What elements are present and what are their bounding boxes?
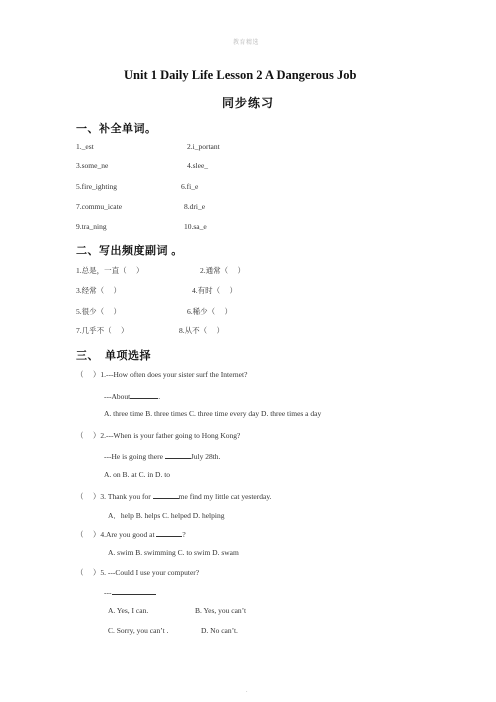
adverb-item: 8.从不（ ） (179, 326, 224, 335)
word-item: 2.i_portant (187, 142, 220, 151)
answer-blank (130, 390, 161, 401)
stem-suffix: ? (182, 530, 186, 539)
question-3-stem (76, 490, 271, 502)
adverb-item: 6.稀少（ ） (187, 307, 232, 316)
question-1-stem: （ ）1.---How often does your sister surf the Internet? (76, 370, 248, 379)
question-4-options: A. swim B. swimming C. to swim D. swam (108, 548, 239, 557)
footer-dot: . (246, 688, 248, 694)
question-5-option-d: D. No can’t. (201, 626, 238, 635)
question-1-answer (104, 390, 160, 401)
question-5-answer (104, 586, 156, 597)
adverb-item: 4.有时（ ） (192, 286, 237, 295)
answer-suffix: . (158, 392, 161, 401)
question-2-stem: （ ）2.---When is your father going to Hong Kong? (76, 431, 241, 440)
answer-blank (112, 586, 156, 595)
stem-prefix: （ ）4.Are you good at (76, 530, 157, 539)
adverb-item: 5.很少（ ） (76, 307, 121, 316)
question-5-option-b: B. Yes, you can’t (195, 606, 247, 615)
question-3-options: A．help B. helps C. helped D. helping (108, 511, 225, 520)
question-5-stem: （ ）5. ---Could I use your computer? (76, 568, 200, 577)
document-subtitle: 同步练习 (222, 96, 275, 110)
question-2-options: A. on B. at C. in D. to (104, 470, 171, 479)
word-item: 8.dri_e (184, 202, 206, 211)
word-item: 6.fi_e (181, 182, 199, 191)
answer-blank (165, 450, 191, 459)
question-2-answer (104, 450, 220, 461)
adverb-item: 3.经常（ ） (76, 286, 121, 295)
stem-blank (153, 490, 179, 499)
word-item: 7.commu_icate (76, 202, 123, 211)
question-4-stem (76, 528, 186, 540)
stem-blank (156, 528, 182, 537)
word-item: 4.slee_ (187, 161, 209, 170)
word-item: 3.some_ne (76, 161, 109, 170)
section-3-heading: 三、 单项选择 (76, 350, 151, 362)
answer-prefix: --- (104, 588, 112, 597)
adverb-item: 7.几乎不（ ） (76, 326, 129, 335)
answer-suffix: July 28th. (190, 452, 221, 461)
question-5-option-c: C. Sorry, you can’t . (108, 626, 169, 635)
stem-prefix: （ ）3. Thank you for (76, 492, 153, 501)
answer-prefix: ---He is going there (104, 452, 165, 461)
question-5-option-a: A. Yes, I can. (108, 606, 149, 615)
adverb-item: 1.总是，一直（ ） (76, 266, 144, 275)
document-title: Unit 1 Daily Life Lesson 2 A Dangerous Job (124, 68, 357, 82)
section-1-heading: 一、补全单词。 (76, 123, 157, 135)
stem-suffix: me find my little cat yesterday. (178, 492, 272, 501)
answer-prefix: ---About (104, 392, 131, 401)
question-1-options: A. three time B. three times C. three time every day D. three times a day (104, 409, 322, 418)
word-item: 9.tra_ning (76, 222, 107, 231)
word-item: 5.fire_ighting (76, 182, 118, 191)
word-item: 10.sa_e (184, 222, 207, 231)
word-item: 1._est (76, 142, 94, 151)
section-2-heading: 二、写出频度副词 。 (76, 245, 183, 257)
watermark-text: 教育精选 (233, 40, 260, 46)
adverb-item: 2.通常（ ） (200, 266, 245, 275)
